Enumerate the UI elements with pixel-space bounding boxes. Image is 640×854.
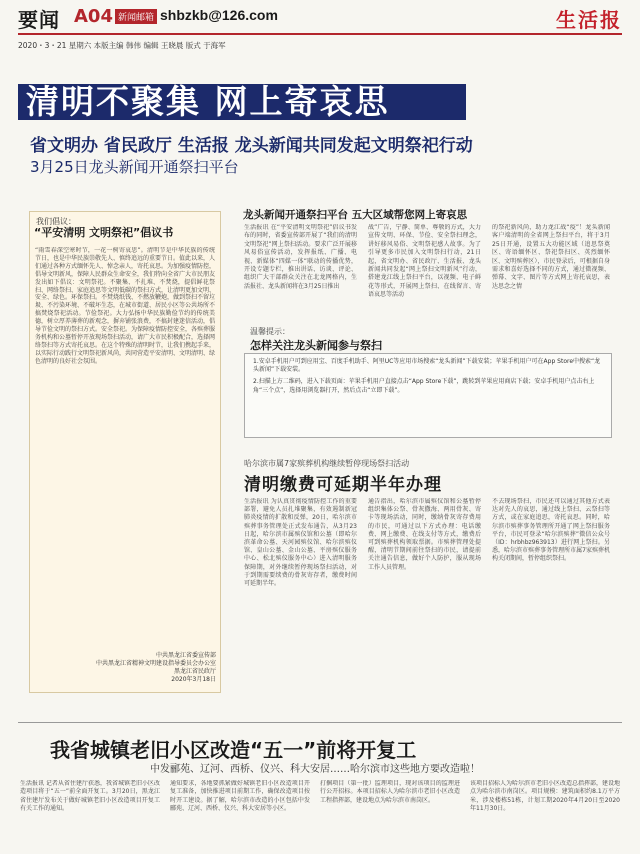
article1-column-1: 生活报讯 在“平安清明文明祭祀”倡议书发布的同时，省委宣传部开展了“我们的清明 文明祭祀”网上祭扫活动。要求广泛开展移风易俗宣传活动，发挥报纸、广播、电视、新媒体“四媒一体”联动的传播优势，开设专题专栏，推出讲话、访谈、评论、组织广大干部群众关注在北龙网格内，生活报社、龙头新闻将在3月25日推出 bbox=[244, 224, 357, 290]
article3-subhead: 中发郦苑、辽河、西桥、仪兴、科大安居……哈尔滨市这些地方要改造啦！ bbox=[150, 764, 480, 775]
proposal-signature-org3: 黑龙江省民政厅 bbox=[173, 668, 216, 675]
proposal-signature-org2: 中共黑龙江省精神文明建设指导委员会办公室 bbox=[95, 660, 216, 667]
page-number: A04 bbox=[74, 6, 113, 27]
article3-column-3: 打捆项目（第一批）监理项目，现对该项目的监理进行公开招标。本项目招标人为哈尔滨市老旧小区改造工程指挥部，建设地点为哈尔滨市南岗区。 bbox=[320, 780, 460, 804]
article2-column-1: 生活报讯 为认真贯彻疫情防控工作的重要部署，避免人员扎堆聚集，有效遏制新冠肺炎疫情的扩散和反弹，20日，哈尔滨市殡葬事务管理处正式发布通告，从3月23日起，哈尔滨市属殡仪馆和公墓（即哈尔滨革命公墓、天河园殡仪馆、哈尔滨殡仪馆、皇山公墓、金山公墓、平房殡仪服务中心、松北殡仪服务中心）进入清明服务保障期，对外继续暂停现场祭扫活动，对于到期需要续费的骨灰寄存者，缴费时间可延期半年。 bbox=[244, 498, 357, 588]
subhead-platform: 3月25日龙头新闻开通祭扫平台 bbox=[30, 158, 239, 176]
header-meta: 2020・3・21 星期六 本版主编 韩伟 编辑 王晓晨 版式 于海军 bbox=[18, 41, 226, 50]
email-address[interactable]: shbzkb@126.com bbox=[160, 7, 278, 23]
email-tag: 新闻邮箱 bbox=[115, 9, 157, 24]
article2-column-3: 不去现场祭扫，市民还可以通过其他方式表达对先人的哀思，通过线上祭扫、云祭扫等方式，或在家庭追思，寄托哀思。同时，哈尔滨市殡葬事务管理所开通了网上祭扫服务平台，市民可登录“哈尔滨殡葬”微信公众号（ID：hrbhbz963913）进行网上祭扫。另悉，哈尔滨市殡葬事务管理所市属7家殡葬机构关闭期间，暂停组织祭扫。 bbox=[492, 498, 610, 563]
main-headline: 清明不聚集 网上寄哀思 bbox=[26, 82, 390, 121]
article3-column-4: 该项目招标人为哈尔滨市老旧小区改造总指挥部，建设地点为哈尔滨市南岗区。项目规模：建筑面积约8.1万平方米，涉及楼栋51栋，计划工期2020年4月20日至2020年11月30日。 bbox=[470, 780, 620, 812]
article1-column-2: 战”广告，宁静、简单、尊敬的方式，大力宣传文明、环保、节俭、安全祭扫理念，讲好移风易俗、文明祭祀感人故事。为了引导更多市民加入文明祭扫行动，21日起，省文明办、省民政厅、生活报、龙头新闻共同发起“网上祭扫文明新风”行动，搭建龙江线上祭扫平台，以视频、电子鲜花等形式，开展网上祭扫、在线留言、寄语哀思等活动 bbox=[368, 224, 481, 299]
article2-column-2: 通告指出，哈尔滨市属殡仪馆和公墓暂停组织集体公祭、骨灰撒海、两用骨灰、寄卡等现场活动，同时，缴纳骨灰寄存费用的市民，可通过以下方式办理：电话缴费、网上缴费、在线支付等方式，缴费后可到殡葬机构领取票据。市殡葬管理处提醒，清明节期间前往祭扫的市民，请提前关注通告信息，做好个人防护，服从现场工作人员管理。 bbox=[368, 498, 481, 571]
article2-title: 清明缴费可延期半年办理 bbox=[244, 475, 442, 495]
tips-step-1: 1.安卓手机用户可到应用宝、百度手机助手、阿里UC等应用市场搜索“龙头新闻”下载安装；苹果手机用户可在App Store中搜索“龙头新闻”下载安装。 bbox=[253, 358, 601, 374]
section-divider bbox=[18, 722, 622, 723]
tips-lead: 温馨提示： bbox=[250, 327, 290, 336]
proposal-signature-org: 中共黑龙江省委宣传部 bbox=[155, 652, 216, 659]
newspaper-logo: 生活报 bbox=[556, 8, 622, 32]
proposal-signature-date: 2020年3月18日 bbox=[171, 676, 216, 683]
article3-title: 我省城镇老旧小区改造“五一”前将开复工 bbox=[50, 738, 417, 762]
article1-title: 龙头新闻开通祭扫平台 五大区域帮您网上寄哀思 bbox=[243, 209, 468, 221]
tips-title: 怎样关注龙头新闻参与祭扫 bbox=[250, 339, 382, 352]
tips-step-2: 2.扫描上方二维码，进入下载页面：苹果手机用户直接点击“App Store下载”，跳转到苹果应用商店下载；安卓手机用户点击右上角“三个点”，选择用浏览器打开，然后点击“立即下载”。 bbox=[253, 378, 595, 394]
tips-steps bbox=[253, 358, 603, 395]
section-title: 要闻 bbox=[18, 8, 60, 32]
article3-column-1: 生活报讯 记者从省住建厅获悉，我省城镇老旧小区改造项目将于“五一”前全面开复工。3月20日，黑龙江省住建厅发布关于做好城镇老旧小区改造项目开复工有关工作的通知。 bbox=[20, 780, 160, 812]
subhead-organizers: 省文明办 省民政厅 生活报 龙头新闻共同发起文明祭祀行动 bbox=[30, 136, 473, 156]
article3-column-2: 通知要求，各地要抓紧做好城镇老旧小区改造项目开复工准备，加快推进项目前期工作，确保改造项目按时开工建设。据了解，哈尔滨市改造的小区包括中发郦苑、辽河、西桥、仪兴、科大安居等小区。 bbox=[170, 780, 310, 812]
proposal-title: “平安清明 文明祭祀”倡议书 bbox=[34, 226, 174, 239]
article2-lead: 哈尔滨市属7家殡葬机构继续暂停现场祭扫活动 bbox=[244, 459, 410, 468]
proposal-body: “雨雪春深空寒时节，一花一树寄哀思”。清明节是中华民族的传统节日，也是中华民族崇敬先人、慎终追远的重要节日。值此以来，人们通过各种方式缅怀先人、悼念亲人，寄托哀思。为加强疫情防控，倡导文明新风，保障人民群众生命安全，我们特向全省广大市民朋友发出如下倡议：文明祭祀。不聚集、不扎堆、不焚烧，提倡鲜花祭扫、网络祭扫、家庭追思等文明低碳的祭扫方式，让清明更加文明、安全、绿色。环保祭扫。不焚烧纸钱、不燃放鞭炮，做到祭扫不留垃圾、不污染环境、不破坏生态，在城市街道、居民小区等公共场所不搞焚烧祭祀活动。节俭祭祀。大力弘扬中华民族勤俭节约的传统美德，树立厚养薄葬的新观念，摒弃铺张浪费，不搞封建迷信活动，倡导节俭文明的祭扫方式。安全祭祀。为保障疫情防控安全，各殡葬服务机构和公墓暂停开放现场祭扫活动，请广大市民积极配合，选择网络祭扫等方式寄托哀思。在这个特殊的清明时节，让我们携起手来，以实际行动践行文明祭祀新风尚，共同营造平安清明、文明清明、绿色清明的良好社会氛围。 bbox=[35, 247, 215, 365]
header-rule bbox=[18, 33, 622, 35]
article1-column-3: 的祭祀新风尚，助力龙江战“疫”！龙头新闻客户端清明的全省网上祭扫平台，将于3月25日开通，设置五大功能区域（追思祭奠区、寄语缅怀区、祭祀祭扫区、英烈缅怀区、文明殡葬区），市民登录后，可根据自身需求和喜好选择不同的方式，通过微视频、弹幕、文字、图片等方式网上寄托哀思，表达思念之情 bbox=[492, 224, 610, 290]
proposal-lead: 我们倡议： bbox=[36, 217, 76, 226]
